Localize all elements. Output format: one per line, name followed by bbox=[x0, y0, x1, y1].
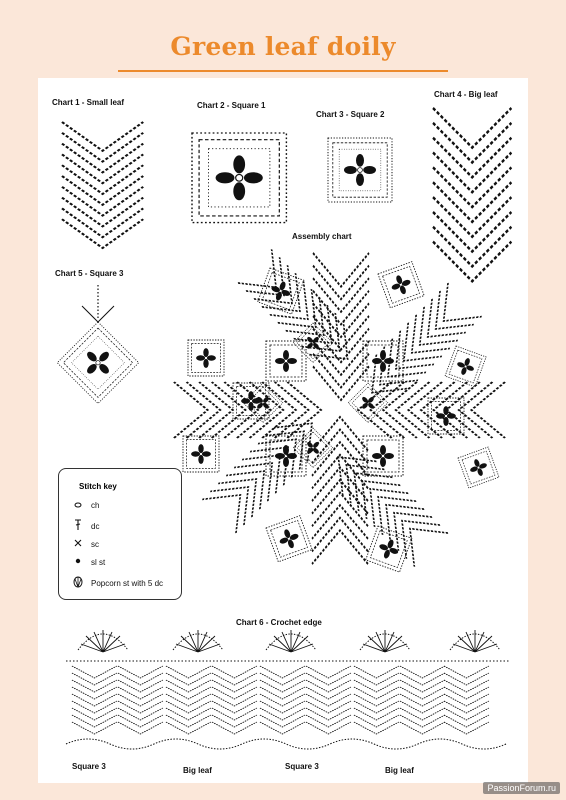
stitch-key-item-dc bbox=[71, 519, 99, 533]
chart6-crochet-edge-diagram bbox=[66, 630, 510, 749]
edge-label-big-leaf-right: Big leaf bbox=[385, 766, 414, 775]
chart2-square1-diagram bbox=[192, 133, 286, 223]
ch-icon bbox=[71, 501, 85, 510]
chart3-label: Chart 3 - Square 2 bbox=[316, 110, 385, 119]
watermark: PassionForum.ru bbox=[483, 782, 560, 794]
assembly-chart-label: Assembly chart bbox=[292, 232, 352, 241]
stitch-key-label: Popcorn st with 5 dc bbox=[91, 578, 164, 588]
chart5-label: Chart 5 - Square 3 bbox=[55, 269, 124, 278]
edge-label-square3-right: Square 3 bbox=[285, 762, 319, 771]
chart1-label: Chart 1 - Small leaf bbox=[52, 98, 125, 107]
stitch-key-label: sc bbox=[91, 539, 99, 549]
page-title: Green leaf doily bbox=[170, 32, 396, 61]
chart4-big-leaf-diagram bbox=[433, 108, 511, 281]
chart6-label: Chart 6 - Crochet edge bbox=[236, 618, 322, 627]
stitch-key-item-popcorn bbox=[71, 576, 163, 590]
chart5-square3-diagram bbox=[57, 285, 138, 403]
crochet-diagram-art bbox=[38, 78, 528, 783]
stitch-key-box bbox=[58, 468, 182, 600]
title-underline bbox=[118, 70, 448, 72]
chart2-label: Chart 2 - Square 1 bbox=[197, 101, 266, 110]
stitch-key-label: dc bbox=[91, 521, 100, 531]
sc-icon bbox=[71, 539, 85, 549]
stitch-key-item-sc bbox=[71, 539, 99, 549]
dc-icon bbox=[71, 519, 85, 533]
chart1-small-leaf-diagram bbox=[62, 122, 143, 248]
popcorn-icon bbox=[71, 576, 85, 590]
sl-st-icon bbox=[71, 557, 85, 567]
edge-label-big-leaf-left: Big leaf bbox=[183, 766, 212, 775]
chart3-square2-diagram bbox=[328, 138, 392, 202]
stitch-key-item-ch bbox=[71, 501, 99, 510]
edge-label-square3-left: Square 3 bbox=[72, 762, 106, 771]
stitch-key-title: Stitch key bbox=[79, 482, 117, 491]
stitch-key-label: sl st bbox=[91, 557, 106, 567]
chart4-label: Chart 4 - Big leaf bbox=[434, 90, 498, 99]
stitch-key-item-sl-st bbox=[71, 557, 105, 567]
stitch-key-label: ch bbox=[91, 501, 100, 510]
assembly-chart-diagram bbox=[174, 249, 505, 572]
